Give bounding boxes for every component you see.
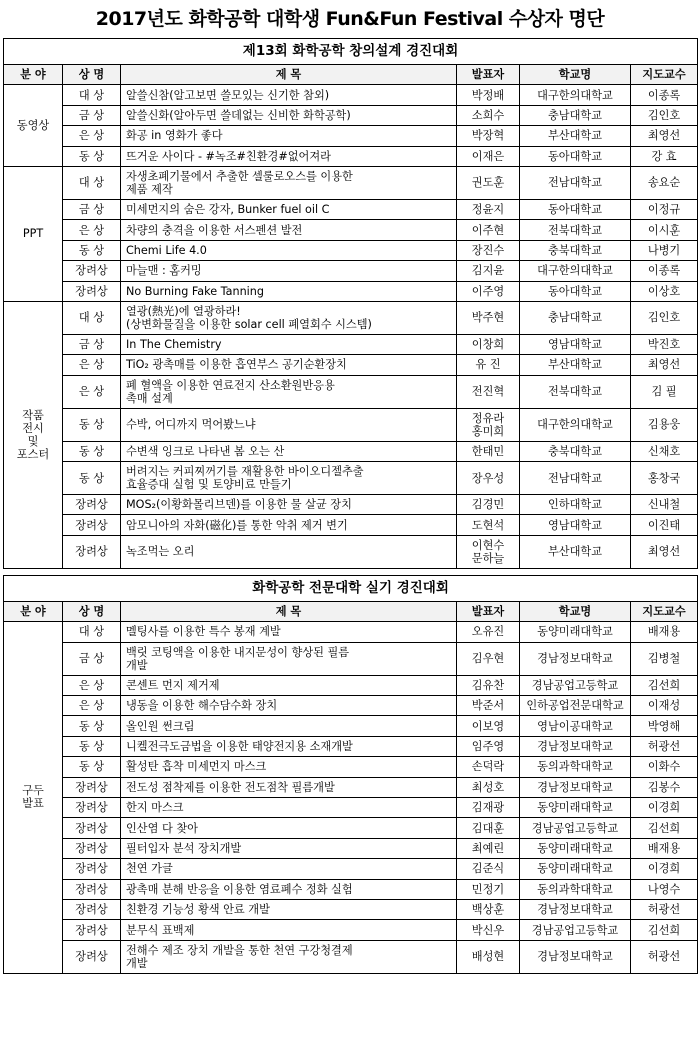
title-cell: 녹조먹는 오리 <box>121 535 457 568</box>
title-cell: 차량의 충격을 이용한 서스펜션 발전 <box>121 220 457 240</box>
award-cell: 장려상 <box>63 281 121 301</box>
advisor-cell: 배재용 <box>631 622 698 642</box>
advisor-cell: 최영선 <box>631 126 698 146</box>
award-cell: 은 상 <box>63 220 121 240</box>
award-cell: 동 상 <box>63 716 121 736</box>
advisor-cell: 김용웅 <box>631 408 698 441</box>
award-cell: 장려상 <box>63 940 121 973</box>
column-header-award: 상 명 <box>63 601 121 621</box>
table-row <box>4 462 698 495</box>
presenter-cell: 김경민 <box>457 495 520 515</box>
column-header-presenter: 발표자 <box>457 601 520 621</box>
award-cell: 동 상 <box>63 462 121 495</box>
table-row <box>4 146 698 166</box>
title-cell: 냉동을 이용한 해수담수화 장치 <box>121 696 457 716</box>
table-row <box>4 495 698 515</box>
title-cell: 미세먼지의 숨은 강자, Bunker fuel oil C <box>121 199 457 219</box>
table-row <box>4 797 698 817</box>
column-header-category: 분 야 <box>4 65 63 85</box>
presenter-cell: 도현석 <box>457 515 520 535</box>
advisor-cell: 이종록 <box>631 261 698 281</box>
title-cell: 폐 혈액을 이용한 연료전지 산소환원반응용 촉매 설계 <box>121 375 457 408</box>
table-row <box>4 859 698 879</box>
presenter-cell: 백상훈 <box>457 899 520 919</box>
advisor-cell: 이경희 <box>631 859 698 879</box>
title-cell: 친환경 기능성 황색 안료 개발 <box>121 899 457 919</box>
award-cell: 장려상 <box>63 838 121 858</box>
title-cell: 니켈전극도금법을 이용한 태양전지용 소재개발 <box>121 736 457 756</box>
table-row <box>4 220 698 240</box>
title-cell: 올인원 썬크림 <box>121 716 457 736</box>
table-row <box>4 441 698 461</box>
school-cell: 동아대학교 <box>520 281 631 301</box>
section-heading-row <box>4 39 698 65</box>
advisor-cell: 김인호 <box>631 105 698 125</box>
school-cell: 전남대학교 <box>520 166 631 199</box>
award-cell: 장려상 <box>63 495 121 515</box>
column-header-presenter: 발표자 <box>457 65 520 85</box>
presenter-cell: 소희수 <box>457 105 520 125</box>
school-cell: 전남대학교 <box>520 462 631 495</box>
column-header-school: 학교명 <box>520 601 631 621</box>
school-cell: 경남공업고등학교 <box>520 675 631 695</box>
title-cell: 알쓸신참(알고보면 쓸모있는 신기한 참외) <box>121 85 457 105</box>
table-row <box>4 85 698 105</box>
school-cell: 경남공업고등학교 <box>520 818 631 838</box>
presenter-cell: 김우현 <box>457 642 520 675</box>
table-row <box>4 675 698 695</box>
table-row <box>4 355 698 375</box>
presenter-cell: 박장혁 <box>457 126 520 146</box>
award-cell: 동 상 <box>63 736 121 756</box>
school-cell: 경남정보대학교 <box>520 899 631 919</box>
column-header-award: 상 명 <box>63 65 121 85</box>
advisor-cell: 박영해 <box>631 716 698 736</box>
presenter-cell: 정유라 홍미희 <box>457 408 520 441</box>
school-cell: 대구한의대학교 <box>520 261 631 281</box>
advisor-cell: 이종록 <box>631 85 698 105</box>
presenter-cell: 권도훈 <box>457 166 520 199</box>
column-header-advisor: 지도교수 <box>631 601 698 621</box>
school-cell: 대구한의대학교 <box>520 408 631 441</box>
school-cell: 동아대학교 <box>520 146 631 166</box>
award-cell: 은 상 <box>63 696 121 716</box>
advisor-cell: 김병철 <box>631 642 698 675</box>
title-cell: 화공 in 영화가 좋다 <box>121 126 457 146</box>
advisor-cell: 이정규 <box>631 199 698 219</box>
advisor-cell: 나영수 <box>631 879 698 899</box>
presenter-cell: 김준식 <box>457 859 520 879</box>
presenter-cell: 김재광 <box>457 797 520 817</box>
award-cell: 은 상 <box>63 355 121 375</box>
award-cell: 장려상 <box>63 515 121 535</box>
title-cell: No Burning Fake Tanning <box>121 281 457 301</box>
presenter-cell: 박준서 <box>457 696 520 716</box>
school-cell: 영남대학교 <box>520 515 631 535</box>
table-row <box>4 696 698 716</box>
award-cell: 장려상 <box>63 777 121 797</box>
presenter-cell: 장우성 <box>457 462 520 495</box>
school-cell: 동아대학교 <box>520 199 631 219</box>
title-cell: 수변색 잉크로 나타낸 봄 오는 산 <box>121 441 457 461</box>
table-row <box>4 261 698 281</box>
award-cell: 장려상 <box>63 920 121 940</box>
presenter-cell: 이재은 <box>457 146 520 166</box>
table-row <box>4 642 698 675</box>
table-row <box>4 716 698 736</box>
table-row <box>4 940 698 973</box>
table-row <box>4 879 698 899</box>
title-cell: 멜팅사를 이용한 특수 봉재 계발 <box>121 622 457 642</box>
table-row <box>4 515 698 535</box>
school-cell: 전북대학교 <box>520 375 631 408</box>
school-cell: 영남대학교 <box>520 334 631 354</box>
section-heading: 화학공학 전문대학 실기 경진대회 <box>4 575 698 601</box>
school-cell: 충북대학교 <box>520 441 631 461</box>
award-cell: 장려상 <box>63 535 121 568</box>
school-cell: 동의과학대학교 <box>520 757 631 777</box>
presenter-cell: 김지윤 <box>457 261 520 281</box>
title-cell: 버려지는 커피찌꺼기를 재활용한 바이오디젤추출 효율증대 실험 및 토양비료 만들기 <box>121 462 457 495</box>
table-row <box>4 736 698 756</box>
school-cell: 경남정보대학교 <box>520 736 631 756</box>
title-cell: 천연 가글 <box>121 859 457 879</box>
award-cell: 은 상 <box>63 675 121 695</box>
presenter-cell: 이창희 <box>457 334 520 354</box>
awards-table <box>3 38 698 974</box>
title-cell: 분무식 표백제 <box>121 920 457 940</box>
table-row <box>4 757 698 777</box>
title-cell: 인산염 다 찾아 <box>121 818 457 838</box>
column-header-school: 학교명 <box>520 65 631 85</box>
advisor-cell: 최영선 <box>631 355 698 375</box>
table-row <box>4 375 698 408</box>
presenter-cell: 이주영 <box>457 281 520 301</box>
school-cell: 동양미래대학교 <box>520 622 631 642</box>
title-cell: 자생초폐기물에서 추출한 셀룰로오스를 이용한 제품 제작 <box>121 166 457 199</box>
award-cell: 금 상 <box>63 642 121 675</box>
advisor-cell: 허광선 <box>631 736 698 756</box>
advisor-cell: 이시훈 <box>631 220 698 240</box>
table-row <box>4 408 698 441</box>
school-cell: 동양미래대학교 <box>520 859 631 879</box>
advisor-cell: 나병기 <box>631 240 698 260</box>
table-row <box>4 838 698 858</box>
advisor-cell: 박진호 <box>631 334 698 354</box>
school-cell: 대구한의대학교 <box>520 85 631 105</box>
table-row <box>4 535 698 568</box>
category-cell: 작품 전시 및 포스터 <box>4 301 63 568</box>
school-cell: 인하공업전문대학교 <box>520 696 631 716</box>
column-header-row <box>4 65 698 85</box>
presenter-cell: 박정배 <box>457 85 520 105</box>
school-cell: 동양미래대학교 <box>520 797 631 817</box>
advisor-cell: 이화수 <box>631 757 698 777</box>
school-cell: 경남정보대학교 <box>520 777 631 797</box>
advisor-cell: 허광선 <box>631 899 698 919</box>
award-cell: 장려상 <box>63 797 121 817</box>
school-cell: 경남정보대학교 <box>520 940 631 973</box>
presenter-cell: 김유찬 <box>457 675 520 695</box>
school-cell: 충남대학교 <box>520 301 631 334</box>
title-cell: 뜨거운 사이다 - #녹조#친환경#없어져라 <box>121 146 457 166</box>
table-row <box>4 818 698 838</box>
table-row <box>4 777 698 797</box>
title-cell: 필터입자 분석 장치개발 <box>121 838 457 858</box>
title-cell: 열광(熱光)에 열광하라! (상변화물질을 이용한 solar cell 폐열회수 시스템) <box>121 301 457 334</box>
table-row <box>4 199 698 219</box>
title-cell: 활성탄 흡착 미세먼지 마스크 <box>121 757 457 777</box>
table-row <box>4 622 698 642</box>
advisor-cell: 강 효 <box>631 146 698 166</box>
title-cell: 한지 마스크 <box>121 797 457 817</box>
school-cell: 부산대학교 <box>520 535 631 568</box>
title-cell: Chemi Life 4.0 <box>121 240 457 260</box>
advisor-cell: 이경희 <box>631 797 698 817</box>
award-cell: 동 상 <box>63 240 121 260</box>
school-cell: 동의과학대학교 <box>520 879 631 899</box>
title-cell: 알쓸신화(알아두면 쓸데없는 신비한 화학공학) <box>121 105 457 125</box>
school-cell: 동양미래대학교 <box>520 838 631 858</box>
title-cell: 전도성 점착제를 이용한 전도점착 필름개발 <box>121 777 457 797</box>
advisor-cell: 김인호 <box>631 301 698 334</box>
column-header-title: 제 목 <box>121 601 457 621</box>
school-cell: 영남이공대학교 <box>520 716 631 736</box>
school-cell: 부산대학교 <box>520 126 631 146</box>
column-header-row <box>4 601 698 621</box>
advisor-cell: 신내철 <box>631 495 698 515</box>
section-heading-row <box>4 575 698 601</box>
advisor-cell: 홍창국 <box>631 462 698 495</box>
section-heading: 제13회 화학공학 창의설계 경진대회 <box>4 39 698 65</box>
school-cell: 인하대학교 <box>520 495 631 515</box>
advisor-cell: 이재성 <box>631 696 698 716</box>
award-cell: 동 상 <box>63 757 121 777</box>
advisor-cell: 김선희 <box>631 920 698 940</box>
award-cell: 금 상 <box>63 105 121 125</box>
award-cell: 장려상 <box>63 879 121 899</box>
title-cell: 광촉매 분해 반응을 이용한 염료폐수 정화 실험 <box>121 879 457 899</box>
table-row <box>4 899 698 919</box>
presenter-cell: 전진혁 <box>457 375 520 408</box>
table-row <box>4 166 698 199</box>
award-cell: 대 상 <box>63 622 121 642</box>
column-header-title: 제 목 <box>121 65 457 85</box>
category-cell: 구두 발표 <box>4 622 63 973</box>
school-cell: 부산대학교 <box>520 355 631 375</box>
advisor-cell: 이진태 <box>631 515 698 535</box>
table-row <box>4 301 698 334</box>
presenter-cell: 정윤지 <box>457 199 520 219</box>
table-row <box>4 281 698 301</box>
presenter-cell: 오유진 <box>457 622 520 642</box>
presenter-cell: 박신우 <box>457 920 520 940</box>
presenter-cell: 박주현 <box>457 301 520 334</box>
presenter-cell: 이주현 <box>457 220 520 240</box>
award-cell: 은 상 <box>63 126 121 146</box>
title-cell: 암모니아의 자화(磁化)를 통한 악취 제거 변기 <box>121 515 457 535</box>
school-cell: 충남대학교 <box>520 105 631 125</box>
award-cell: 은 상 <box>63 375 121 408</box>
presenter-cell: 한태민 <box>457 441 520 461</box>
category-cell: PPT <box>4 166 63 301</box>
award-cell: 장려상 <box>63 859 121 879</box>
presenter-cell: 최예린 <box>457 838 520 858</box>
advisor-cell: 최영선 <box>631 535 698 568</box>
award-cell: 대 상 <box>63 301 121 334</box>
title-cell: In The Chemistry <box>121 334 457 354</box>
school-cell: 충북대학교 <box>520 240 631 260</box>
title-cell: 수박, 어디까지 먹어봤느냐 <box>121 408 457 441</box>
page-title: 2017년도 화학공학 대학생 Fun&Fun Festival 수상자 명단 <box>95 8 605 30</box>
title-cell: 콘센트 먼지 제거제 <box>121 675 457 695</box>
presenter-cell: 장진수 <box>457 240 520 260</box>
award-cell: 동 상 <box>63 146 121 166</box>
title-cell: 마늘맨 : 홈커밍 <box>121 261 457 281</box>
column-header-category: 분 야 <box>4 601 63 621</box>
presenter-cell: 손덕락 <box>457 757 520 777</box>
title-cell: 백릿 코팅액을 이용한 내지문성이 향상된 필름 개발 <box>121 642 457 675</box>
presenter-cell: 이현수 문하늘 <box>457 535 520 568</box>
award-cell: 동 상 <box>63 408 121 441</box>
category-cell: 동영상 <box>4 85 63 167</box>
table-row <box>4 126 698 146</box>
presenter-cell: 이보영 <box>457 716 520 736</box>
advisor-cell: 배재용 <box>631 838 698 858</box>
column-header-advisor: 지도교수 <box>631 65 698 85</box>
award-cell: 대 상 <box>63 85 121 105</box>
table-row <box>4 105 698 125</box>
award-cell: 금 상 <box>63 199 121 219</box>
advisor-cell: 송요순 <box>631 166 698 199</box>
award-cell: 장려상 <box>63 818 121 838</box>
title-cell: 전해수 제조 장치 개발을 통한 천연 구강청결제 개발 <box>121 940 457 973</box>
presenter-cell: 유 진 <box>457 355 520 375</box>
table-row <box>4 240 698 260</box>
award-cell: 금 상 <box>63 334 121 354</box>
advisor-cell: 허광선 <box>631 940 698 973</box>
advisor-cell: 이상호 <box>631 281 698 301</box>
presenter-cell: 임주영 <box>457 736 520 756</box>
table-row <box>4 920 698 940</box>
award-cell: 장려상 <box>63 261 121 281</box>
presenter-cell: 민정기 <box>457 879 520 899</box>
school-cell: 전북대학교 <box>520 220 631 240</box>
award-cell: 장려상 <box>63 899 121 919</box>
award-cell: 동 상 <box>63 441 121 461</box>
advisor-cell: 김봉수 <box>631 777 698 797</box>
presenter-cell: 최성호 <box>457 777 520 797</box>
presenter-cell: 배성현 <box>457 940 520 973</box>
table-row <box>4 334 698 354</box>
advisor-cell: 김선희 <box>631 818 698 838</box>
advisor-cell: 신채호 <box>631 441 698 461</box>
award-cell: 대 상 <box>63 166 121 199</box>
school-cell: 경남정보대학교 <box>520 642 631 675</box>
school-cell: 경남공업고등학교 <box>520 920 631 940</box>
title-cell: MOS₂(이황화몰리브덴)를 이용한 물 살균 장치 <box>121 495 457 515</box>
presenter-cell: 김대훈 <box>457 818 520 838</box>
advisor-cell: 김선희 <box>631 675 698 695</box>
advisor-cell: 김 필 <box>631 375 698 408</box>
title-cell: TiO₂ 광촉매를 이용한 흡연부스 공기순환장치 <box>121 355 457 375</box>
